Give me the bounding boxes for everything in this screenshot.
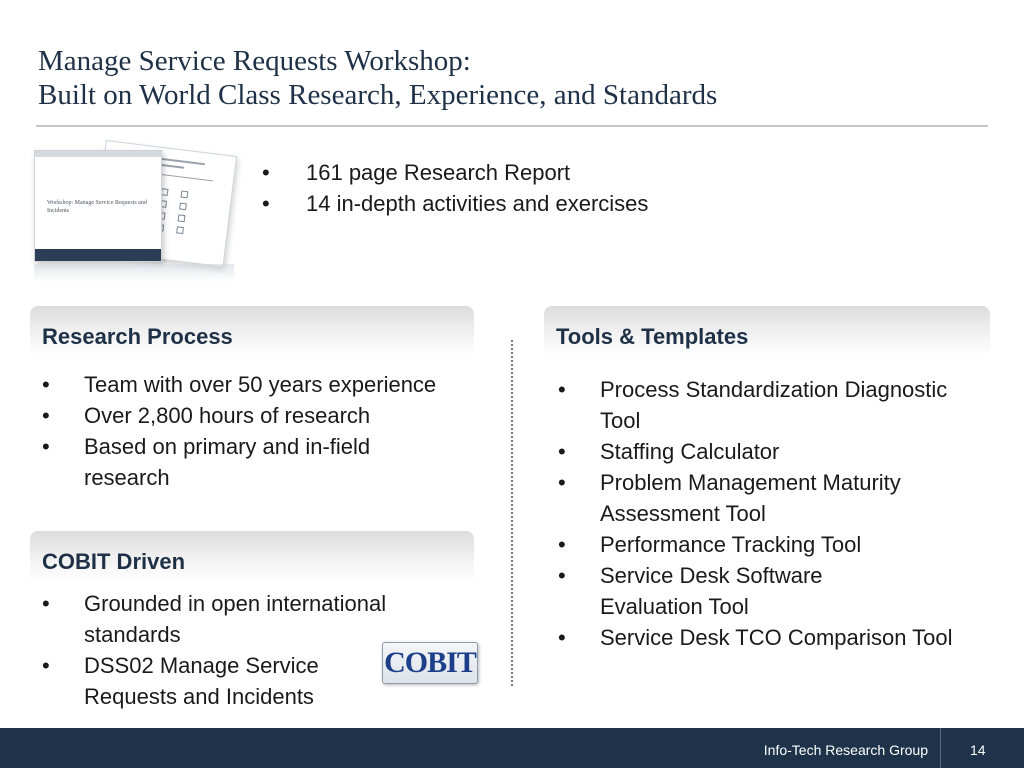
- tools-templates-heading: Tools & Templates: [556, 324, 749, 349]
- cobit-logo: [382, 642, 478, 684]
- report-thumbnail: [30, 140, 245, 290]
- list-item: • 161 page Research Report: [262, 160, 571, 185]
- research-process-list: [42, 369, 452, 493]
- research-process-heading: Research Process: [42, 324, 233, 349]
- report-cover-title: Workshop: Manage Service Requests and Incidents: [47, 200, 147, 214]
- slide-title-line-2: Built on World Class Research, Experience, and Standards: [38, 79, 718, 111]
- list-item: • Performance Tracking Tool: [558, 532, 862, 557]
- slide-title: [38, 44, 717, 112]
- list-item: • Team with over 50 years experience: [42, 372, 437, 397]
- list-item: • DSS02 Manage Service Requests and Incidents: [42, 653, 319, 709]
- list-item: • Grounded in open international standards: [42, 591, 387, 647]
- list-item: • Service Desk TCO Comparison Tool: [558, 625, 953, 650]
- list-item: • Problem Management Maturity Assessment Tool: [558, 470, 901, 526]
- footer-separator: [940, 728, 941, 768]
- column-divider: [511, 340, 513, 686]
- slide-title-line-1: Manage Service Requests Workshop:: [38, 45, 471, 77]
- title-divider: [36, 125, 988, 127]
- list-item: • 14 in-depth activities and exercises: [262, 191, 649, 216]
- footer-organization: Info-Tech Research Group: [763, 742, 928, 758]
- list-item: • Based on primary and in-field research: [42, 434, 371, 490]
- tools-templates-list: [558, 374, 978, 653]
- list-item: • Service Desk Software Evaluation Tool: [558, 563, 823, 619]
- tools-templates-header: [544, 306, 990, 356]
- list-item: • Staffing Calculator: [558, 439, 780, 464]
- report-cover-page: [34, 150, 162, 262]
- report-highlights: [262, 157, 648, 219]
- list-item: • Process Standardization Diagnostic Tool: [558, 377, 948, 433]
- cobit-driven-heading: COBIT Driven: [42, 549, 186, 574]
- cobit-driven-header: [30, 531, 474, 581]
- list-item: • Over 2,800 hours of research: [42, 403, 371, 428]
- slide-footer: [0, 728, 1024, 768]
- cobit-logo-text: COBIT: [384, 646, 476, 679]
- research-process-header: [30, 306, 474, 356]
- page-number: 14: [970, 742, 986, 758]
